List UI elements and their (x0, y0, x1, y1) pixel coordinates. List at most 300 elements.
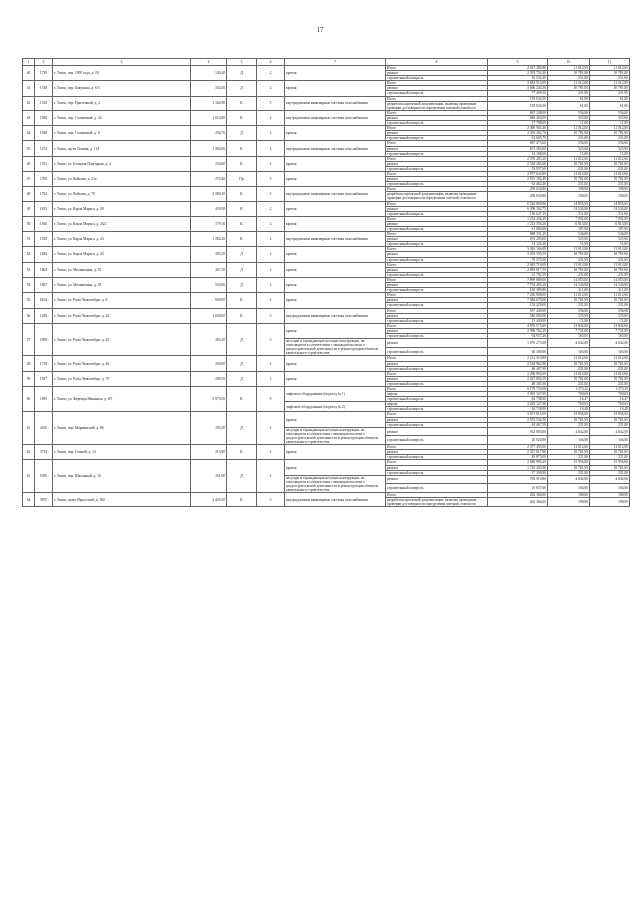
work-kind: Итого (386, 171, 488, 176)
work-kind: строительный контроль (386, 347, 488, 356)
row-number: 43 (23, 110, 35, 125)
work-kind: строительный контроль (386, 484, 488, 493)
work-type: кровля (285, 126, 386, 141)
work-cost: 6 179 730,00 (488, 387, 548, 392)
work-cost: 2 570 203,20 (488, 156, 548, 161)
unit-cost: 231,00 (548, 455, 590, 460)
max-unit-cost: 16,48 (590, 407, 630, 412)
work-cost: 2 586 900,20 (488, 460, 548, 465)
work-cost: 6 526 809,90 (488, 201, 548, 206)
table-row (23, 156, 630, 161)
work-type: лифтовое оборудование (подъезд № 2) (285, 402, 386, 412)
work-cost: 63 957,20 (488, 333, 548, 338)
house-address: г. Томск, ул. Розы Люксембург, д. 45 (53, 323, 191, 356)
work-kind: строительный контроль (386, 333, 488, 338)
unit-cost: 104,00 (548, 347, 590, 356)
work-kind: ремонт (386, 131, 488, 136)
unit-cost: 6 815,00 (548, 221, 590, 226)
max-unit-cost: 11 012,00 (590, 247, 630, 252)
work-kind: ремонт (386, 267, 488, 272)
max-unit-cost: 108,00 (590, 493, 630, 498)
work-kind: Итого (386, 96, 488, 101)
work-kind: строительный контроль (386, 91, 488, 96)
unit-cost: 11,00 (548, 151, 590, 156)
page-number: 17 (316, 26, 324, 34)
work-kind: строительный контроль (386, 455, 488, 460)
max-unit-cost: 11 012,00 (590, 356, 630, 361)
work-kind: строительный контроль (386, 318, 488, 323)
wall-material: Д (227, 81, 257, 96)
work-cost: 3 606 244,50 (488, 86, 548, 91)
house-id: 1718 (35, 356, 53, 371)
column-number: 11 (590, 59, 630, 66)
work-kind: Итого (386, 262, 488, 267)
table-row (23, 171, 630, 176)
work-cost: 2 247 856,50 (488, 376, 548, 381)
unit-cost: 14 544,00 (548, 283, 590, 288)
column-number: 6 (257, 59, 285, 66)
work-cost: 70 570,50 (488, 257, 548, 262)
floor-count: 5 (257, 96, 285, 110)
unit-cost: 4 842,00 (548, 475, 590, 484)
work-cost: 3 025 127,00 (488, 402, 548, 407)
work-cost: 2 915 182,40 (488, 177, 548, 182)
floor-count: 2 (257, 445, 285, 460)
unit-cost: 11 012,00 (548, 262, 590, 267)
wall-material: К (227, 387, 257, 412)
work-kind: Итого (386, 277, 488, 282)
work-kind: Итого (386, 412, 488, 417)
work-kind: строительный контроль (386, 397, 488, 402)
max-unit-cost: 769,65 (590, 402, 630, 407)
house-area: 209,50 (191, 371, 227, 386)
table-row (23, 81, 630, 86)
wall-material: Д (227, 323, 257, 356)
work-kind: Итого (386, 110, 488, 115)
wall-material: Д (227, 277, 257, 292)
house-id: 1826 (35, 247, 53, 262)
column-number: 10 (548, 59, 590, 66)
work-kind: ремонт (386, 283, 488, 288)
work-cost: 687 473,60 (488, 141, 548, 146)
max-unit-cost: 11,00 (590, 151, 630, 156)
work-kind: строительный контроль (386, 366, 488, 371)
house-address: г. Томск, ул. Розы Люксембург, д. 42 (53, 308, 191, 323)
max-unit-cost: 11,00 (590, 318, 630, 323)
unit-cost: 108,00 (548, 498, 590, 507)
house-address: г. Томск, пер. Сенной, д. 14 (53, 445, 191, 460)
work-cost: 165 389,80 (488, 288, 548, 293)
work-cost: 2 165 962,90 (488, 361, 548, 366)
max-unit-cost: 536,00 (590, 141, 630, 146)
work-type: кровля (285, 262, 386, 277)
house-id: 1864 (35, 262, 53, 277)
floor-count: 2 (257, 262, 285, 277)
work-cost: 3 683 514,00 (488, 81, 548, 86)
work-kind: ремонт (386, 427, 488, 436)
wall-material: К (227, 141, 257, 156)
house-area: 1 040,00 (191, 308, 227, 323)
unit-cost: 525,00 (548, 115, 590, 120)
max-unit-cost: 769,65 (590, 392, 630, 397)
work-kind: замена (386, 402, 488, 407)
work-cost: 783 919,80 (488, 475, 548, 484)
house-area: 200,90 (191, 356, 227, 371)
work-cost: 7 236 908,00 (488, 293, 548, 298)
row-number: 40 (23, 66, 35, 81)
house-area: 1 282,60 (191, 141, 227, 156)
wall-material: К (227, 293, 257, 308)
work-kind: Итого (386, 387, 488, 392)
work-kind: строительный контроль (386, 182, 488, 187)
house-id: 1909 (35, 323, 53, 356)
floor-count: 4 (257, 110, 285, 125)
unit-cost: 525,00 (548, 237, 590, 242)
floor-count: 2 (257, 201, 285, 216)
work-kind: ремонт (386, 376, 488, 381)
row-number: 52 (23, 247, 35, 262)
unit-cost: 187,00 (548, 227, 590, 232)
floor-count: 2 (257, 66, 285, 81)
max-unit-cost: 7 002,00 (590, 216, 630, 221)
unit-cost: 108,00 (548, 192, 590, 201)
table-row (23, 201, 630, 206)
work-cost: 11 440,00 (488, 318, 548, 323)
house-id: 1818 (35, 232, 53, 247)
work-cost: 674 205,00 (488, 237, 548, 242)
max-unit-cost: 525,00 (590, 115, 630, 120)
unit-cost: 536,00 (548, 232, 590, 237)
work-kind: строительный контроль (386, 121, 488, 126)
table-row (23, 232, 630, 237)
column-number: 3 (53, 59, 191, 66)
table-row (23, 216, 630, 221)
unit-cost: 7 002,00 (548, 216, 590, 221)
row-number: 64 (23, 493, 35, 507)
floor-count: 3 (257, 323, 285, 356)
row-number: 45 (23, 141, 35, 156)
work-kind: разработка проектной документации, включая проведение проверки достоверности определения сметной стоимости (386, 192, 488, 201)
max-unit-cost: 231,00 (590, 166, 630, 171)
unit-cost: 231,00 (548, 470, 590, 475)
table-row (23, 308, 630, 313)
unit-cost: 15 956,00 (548, 460, 590, 465)
wall-material: Д (227, 412, 257, 445)
work-cost: 2 977 644,80 (488, 171, 548, 176)
row-number: 61 (23, 412, 35, 445)
wall-material: Д (227, 247, 257, 262)
work-cost: 195 034,50 (488, 101, 548, 110)
unit-cost: 231,00 (548, 272, 590, 277)
row-number: 63 (23, 460, 35, 493)
wall-material: Д (227, 262, 257, 277)
house-area: 233,60 (191, 156, 227, 171)
work-kind: ремонт (386, 475, 488, 484)
unit-cost: 14 544,00 (548, 206, 590, 211)
house-area: 5 970,50 (191, 387, 227, 412)
work-cost: 14 108,60 (488, 151, 548, 156)
work-cost: 4 976 575,00 (488, 323, 548, 328)
row-number: 55 (23, 293, 35, 308)
work-kind: строительный контроль (386, 436, 488, 445)
house-id: 1816 (35, 216, 53, 231)
work-kind: Итого (386, 201, 488, 206)
max-unit-cost: 61,00 (590, 101, 630, 110)
unit-cost: 231,00 (548, 422, 590, 427)
work-cost: 1 254 236,20 (488, 216, 548, 221)
work-type: несущие и ограждающие несущие конструкции, не относящиеся в соответствии с законодательством о градостроительной деятельности к реконструкции объектов капитального строительства (285, 475, 386, 492)
max-unit-cost: 16,47 (590, 397, 630, 402)
unit-cost: 15 956,00 (548, 412, 590, 417)
work-kind: строительный контроль (386, 272, 488, 277)
work-cost: 867 248,00 (488, 110, 548, 115)
work-cost: 2 435 302,70 (488, 131, 548, 136)
column-number-row (23, 59, 630, 66)
work-type: кровля (285, 66, 386, 81)
row-number: 50 (23, 216, 35, 231)
unit-cost: 769,65 (548, 392, 590, 397)
row-number: 60 (23, 387, 35, 412)
work-kind: ремонт (386, 361, 488, 366)
max-unit-cost: 11 012,00 (590, 371, 630, 376)
table-row (23, 126, 630, 131)
work-cost: 49 875,00 (488, 455, 548, 460)
work-kind: строительный контроль (386, 151, 488, 156)
work-cost: 37 398,90 (488, 470, 548, 475)
house-address: г. Томск, ул. Мельничная, д. 38 (53, 277, 191, 292)
work-cost: 2 996 762,20 (488, 328, 548, 333)
house-id: 1748 (35, 81, 53, 96)
max-unit-cost: 11 012,00 (590, 66, 630, 71)
floor-count: 5 (257, 308, 285, 323)
work-kind: Итого (386, 232, 488, 237)
house-area: 334,50 (191, 81, 227, 96)
work-kind: ремонт (386, 313, 488, 318)
floor-count: 2 (257, 356, 285, 371)
work-kind: строительный контроль (386, 381, 488, 386)
work-cost: 2 516 265,60 (488, 161, 548, 166)
column-number: 7 (285, 59, 386, 66)
work-cost: 48 165,50 (488, 381, 548, 386)
max-unit-cost: 525,00 (590, 313, 630, 318)
wall-material: Д (227, 356, 257, 371)
max-unit-cost: 231,00 (590, 257, 630, 262)
house-area: 256,70 (191, 126, 227, 141)
max-unit-cost: 14 855,00 (590, 277, 630, 282)
work-cost: 46 407,90 (488, 366, 548, 371)
table-row (23, 387, 630, 392)
work-kind: строительный контроль (386, 303, 488, 308)
work-type: несущие и ограждающие несущие конструкции, не относящиеся в соответствии с законодательством о градостроительной деятельности к реконструкции объектов капитального строительства (285, 339, 386, 356)
house-address: г. Томск, ул. Карла Маркса, д. 43 (53, 247, 191, 262)
house-area: 533,00 (191, 277, 227, 292)
unit-cost: 536,00 (548, 110, 590, 115)
work-kind: ремонт (386, 115, 488, 120)
work-kind: Итого (386, 445, 488, 450)
work-kind: ремонт (386, 465, 488, 470)
work-kind: Итого (386, 156, 488, 161)
unit-cost: 11 012,00 (548, 66, 590, 71)
work-type: кровля (285, 216, 386, 231)
work-cost: 152 229,00 (488, 303, 548, 308)
max-unit-cost: 231,00 (590, 136, 630, 141)
work-cost: 2 496 905,40 (488, 126, 548, 131)
max-unit-cost: 10 781,00 (590, 361, 630, 366)
work-type: внутридомовые инженерные системы газоснабжения (285, 493, 386, 507)
floor-count: 9 (257, 387, 285, 412)
row-number: 59 (23, 371, 35, 386)
column-number: 4 (191, 59, 227, 66)
unit-cost: 10 781,00 (548, 177, 590, 182)
work-type: кровля (285, 277, 386, 292)
work-cost: 2 377 493,00 (488, 445, 548, 450)
work-type: кровля (285, 460, 386, 475)
work-kind: ремонт (386, 71, 488, 76)
house-id: 1792 (35, 187, 53, 201)
floor-count: 2 (257, 460, 285, 493)
house-address: г. Томск, пер. Школьный, д. 10 (53, 460, 191, 493)
house-address: г. Томск, ул. Войкова, д. 70 (53, 187, 191, 201)
max-unit-cost: 12 842,00 (590, 323, 630, 328)
work-cost: 61 792,50 (488, 272, 548, 277)
work-cost: 2 883 917,50 (488, 267, 548, 272)
unit-cost: 10 781,00 (548, 376, 590, 381)
max-unit-cost: 108,00 (590, 187, 630, 192)
max-unit-cost: 231,00 (590, 182, 630, 187)
work-cost: 40 300,00 (488, 347, 548, 356)
floor-count: 3 (257, 171, 285, 186)
work-kind: Итого (386, 187, 488, 192)
floor-count: 2 (257, 216, 285, 231)
work-cost: 932 085,00 (488, 427, 548, 436)
work-type: кровля (285, 412, 386, 427)
work-cost: 62 462,40 (488, 182, 548, 187)
house-id: 5039 (35, 460, 53, 493)
house-area: 140,40 (191, 66, 227, 81)
unit-cost: 11,00 (548, 121, 590, 126)
work-type: внутридомовые инженерные системы газоснабжения (285, 187, 386, 201)
work-type: кровля (285, 293, 386, 308)
row-number: 57 (23, 323, 35, 356)
house-id: 1274 (35, 141, 53, 156)
house-id: 3754 (35, 445, 53, 460)
work-cost: 2 945 710,00 (488, 262, 548, 267)
work-kind: ремонт (386, 86, 488, 91)
house-address: г. Томск, пер. 1905 года, д. 20 (53, 66, 191, 81)
max-unit-cost: 11 012,00 (590, 81, 630, 86)
table-row (23, 445, 630, 450)
table-row (23, 293, 630, 298)
work-type: кровля (285, 201, 386, 216)
work-cost: 2 591 752,40 (488, 71, 548, 76)
house-address: г. Томск, ул. Розы Люксембург, д. 70 (53, 371, 191, 386)
work-kind: Итого (386, 293, 488, 298)
work-kind: строительный контроль (386, 242, 488, 247)
house-area: 439,58 (191, 201, 227, 216)
unit-cost: 14 855,00 (548, 201, 590, 206)
house-area: 179,10 (191, 216, 227, 231)
work-type: кровля (285, 371, 386, 386)
house-address: г. Томск, ул. Карла Маркса, д. 58 (53, 201, 191, 216)
house-id: 4165 (35, 412, 53, 445)
work-kind: ремонт (386, 339, 488, 348)
max-unit-cost: 4 842,00 (590, 339, 630, 348)
work-kind: строительный контроль (386, 288, 488, 293)
max-unit-cost: 10 781,00 (590, 298, 630, 303)
house-area: 305,50 (191, 247, 227, 262)
work-cost: 2 647 284,80 (488, 66, 548, 71)
unit-cost: 10 781,00 (548, 267, 590, 272)
work-type: кровля (285, 81, 386, 96)
max-unit-cost: 231,00 (590, 455, 630, 460)
max-unit-cost: 231,00 (590, 366, 630, 371)
work-kind: Итого (386, 66, 488, 71)
house-area: 2 390,10 (191, 187, 227, 201)
work-cost: 3 364 166,00 (488, 247, 548, 252)
work-cost: 64 738,00 (488, 407, 548, 412)
wall-material: Пр (227, 171, 257, 186)
work-kind: Итого (386, 247, 488, 252)
max-unit-cost: 15 956,00 (590, 460, 630, 465)
work-cost: 55 532,40 (488, 76, 548, 81)
work-type: кровля (285, 247, 386, 262)
unit-cost: 11 012,00 (548, 293, 590, 298)
work-cost: 14 126,20 (488, 242, 548, 247)
table-row (23, 356, 630, 361)
work-cost: 77 269,50 (488, 91, 548, 96)
max-unit-cost: 231,00 (590, 76, 630, 81)
work-kind: Итого (386, 81, 488, 86)
house-address: г. Томск, ул. Карла Маркса, д. 24 (53, 232, 191, 247)
max-unit-cost: 11 012,00 (590, 262, 630, 267)
wall-material: К (227, 493, 257, 507)
column-number: 9 (488, 59, 548, 66)
unit-cost: 231,00 (548, 91, 590, 96)
column-number: 8 (386, 59, 488, 66)
floor-count: 4 (257, 232, 285, 247)
unit-cost: 11,00 (548, 242, 590, 247)
unit-cost: 11 012,00 (548, 247, 590, 252)
unit-cost: 11 012,00 (548, 445, 590, 450)
table-row (23, 371, 630, 376)
max-unit-cost: 10 781,00 (590, 71, 630, 76)
work-type: внутридомовые инженерные системы газоснабжения (285, 110, 386, 125)
work-cost: 2 212 310,80 (488, 356, 548, 361)
wall-material: Д (227, 460, 257, 493)
unit-cost: 10 781,00 (548, 131, 590, 136)
unit-cost: 231,00 (548, 381, 590, 386)
work-type: кровля (285, 356, 386, 371)
table-row (23, 277, 630, 282)
floor-count: 2 (257, 277, 285, 292)
work-cost: 61 605,70 (488, 136, 548, 141)
wall-material: К (227, 156, 257, 171)
work-cost: 1 212 556,20 (488, 221, 548, 226)
work-cost: 7 734 495,20 (488, 283, 548, 288)
work-type: кровля (285, 323, 386, 338)
unit-cost: 231,00 (548, 257, 590, 262)
max-unit-cost: 536,00 (590, 232, 630, 237)
unit-cost: 525,00 (548, 146, 590, 151)
work-type: кровля (285, 445, 386, 460)
house-area: 270,40 (191, 171, 227, 186)
unit-cost: 11 012,00 (548, 81, 590, 86)
unit-cost: 11 012,00 (548, 171, 590, 176)
house-id: 1765 (35, 171, 53, 186)
unit-cost: 16,47 (548, 397, 590, 402)
work-cost: 258 630,80 (488, 187, 548, 192)
work-cost: 688 331,20 (488, 232, 548, 237)
